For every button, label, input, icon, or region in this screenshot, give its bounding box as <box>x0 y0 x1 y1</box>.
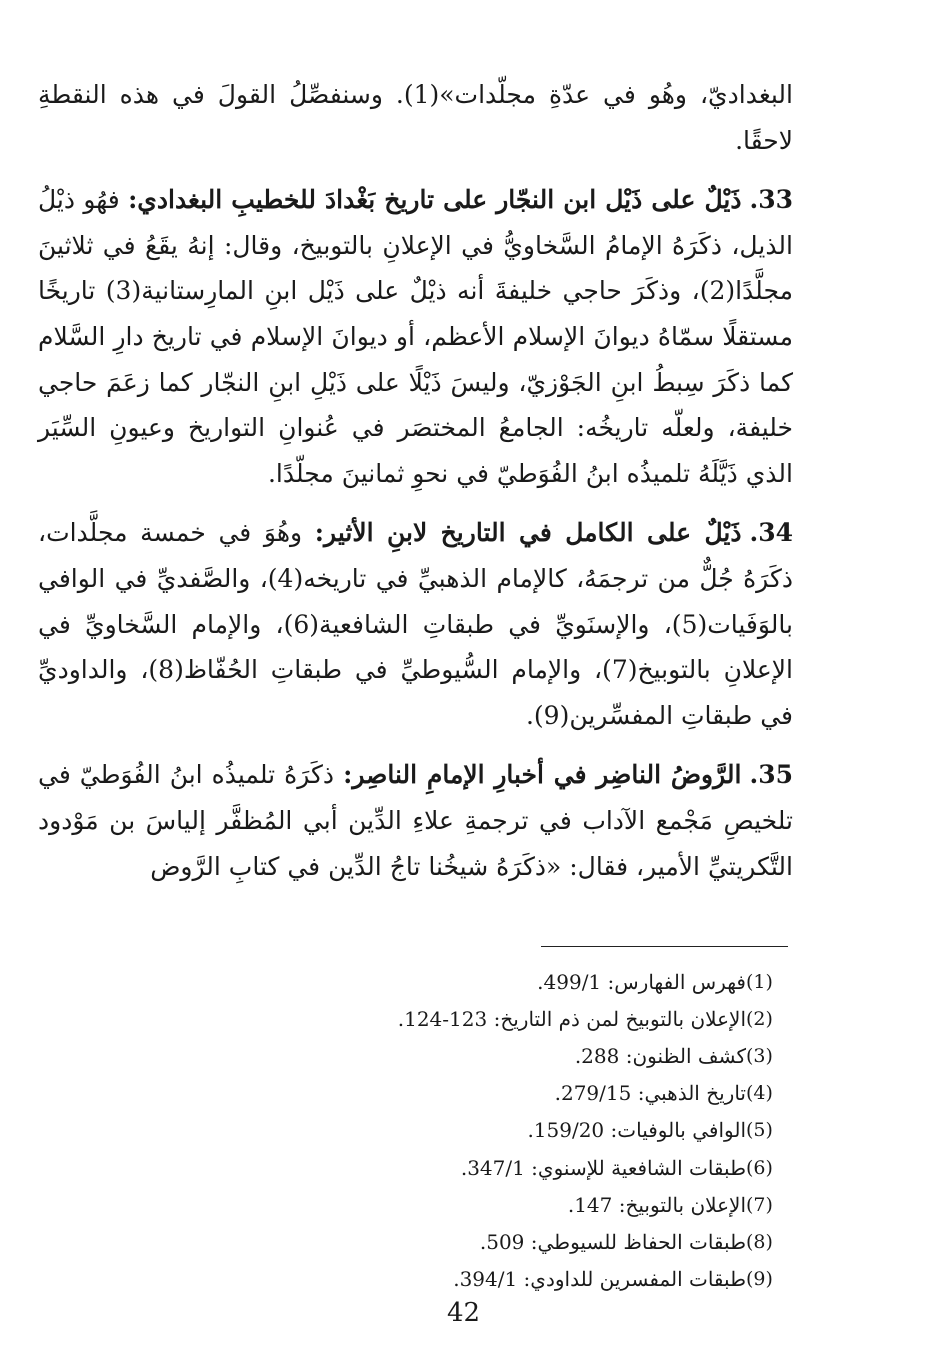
paragraph-entry-35 <box>38 752 793 889</box>
paragraph-text: وهُوَ في خمسة مجلَّدات، ذكَرَهُ جُلٌّ من ترجمَهُ، كالإمام الذهبيِّ في تاريخه(4)، والصَّفديِّ في الوافي بالوَفَيات(5)، والإسنَويِّ في طبقاتِ الشافعية(6)، والإمام السَّخاويِّ في الإعلانِ بالتوبيخ(7)، والإمام السُّيوطيِّ في طبقاتِ الحُفّاظ(8)، والداوديِّ في طبقاتِ المفسِّرين(9). <box>38 518 794 730</box>
footnote-text: طبقات الحفاظ للسيوطي: 509. <box>479 1229 746 1254</box>
footnote <box>360 1000 792 1037</box>
footnote <box>360 1186 792 1223</box>
paragraph-continuation <box>38 72 793 163</box>
paragraph-text: ذكَرَهُ تلميذُه ابنُ الفُوَطيّ في تلخيصِ مَجْمع الآداب في ترجمةِ علاءِ الدِّين أبي المُظفَّر إلياسَ بن مَوْدود التَّكريتيِّ الأمير، فقال: «ذكَرَهُ شيخُنا تاجُ الدِّين في كتابِ الرَّوض <box>38 760 793 881</box>
entry-heading: ذَيْلٌ على الكامل في التاريخ لابنِ الأثير: <box>314 518 742 548</box>
footnote-text: كشف الظنون: 288. <box>574 1043 746 1068</box>
paragraph-text: البغداديّ، وهُو في عدّةِ مجلّدات»(1). وسنفصِّلُ القولَ في هذه النقطةِ لاحقًا. <box>38 80 793 155</box>
footnote <box>360 1112 792 1149</box>
footnote <box>360 1075 792 1112</box>
footnote-number: (6) <box>746 1156 773 1179</box>
footnotes <box>360 963 792 1298</box>
footnote-number: (5) <box>746 1119 773 1142</box>
footnote-number: (9) <box>746 1268 773 1291</box>
footnote <box>360 963 792 1000</box>
footnote-number: (1) <box>746 970 773 993</box>
footnote-text: تاريخ الذهبي: 279/15. <box>554 1081 746 1106</box>
footnote-number: (4) <box>746 1082 773 1105</box>
footnote <box>360 1223 792 1260</box>
footnote-text: الإعلان بالتوبيخ لمن ذم التاريخ: 123-124. <box>397 1006 746 1031</box>
footnote-text: طبقات المفسرين للداودي: 394/1. <box>453 1267 746 1292</box>
entry-number: 33. <box>749 185 793 215</box>
paragraph-text: فهُو ذيْلُ الذيل، ذكَرَهُ الإمامُ السَّخاويُّ في الإعلانِ بالتوبيخ، وقال: إنهُ يقَعُ في ثلاثينَ مجلَّدًا(2)، وذكَرَ حاجي خليفةَ أنه ذيْلٌ على ذَيْل ابنِ المارِستانية(3) تاريخًا مستقلًا سمّاهُ ديوانَ الإسلام الأعظم، أو ديوانَ الإسلام في تاريخ دارِ السَّلام كما ذكَرَ سِبطُ ابنِ الجَوْزيّ، وليسَ ذَيْلًا على ذَيْلِ ابنِ النجّار كما زعَمَ حاجي خليفة، ولعلّه تاريخُه: الجامعُ المختصَر في عُنوانِ التواريخ وعيونِ السِّيَر الذي ذَيَّلَهُ تلميذُه ابنُ الفُوَطيّ في نحوِ ثمانينَ مجلّدًا. <box>38 185 793 488</box>
footnote-number: (2) <box>746 1007 773 1030</box>
footnote <box>360 1037 792 1074</box>
footnote <box>360 1149 792 1186</box>
footnote-text: الإعلان بالتوبيخ: 147. <box>567 1192 746 1217</box>
footnote-text: طبقات الشافعية للإسنوي: 347/1. <box>460 1155 746 1180</box>
main-text <box>38 72 793 903</box>
entry-number: 35. <box>749 760 793 790</box>
entry-heading: الرَّوضُ الناضِر في أخبارِ الإمامِ الناصِر: <box>343 760 742 790</box>
footnote <box>360 1261 792 1298</box>
footnote-text: فهرس الفهارس: 499/1. <box>537 969 746 994</box>
page-number: 42 <box>446 1298 481 1328</box>
paragraph-entry-34 <box>38 510 793 738</box>
entry-heading: ذَيْلٌ على ذَيْل ابن النجّار على تاريخ بَغْدادَ للخطيبِ البغدادي: <box>128 185 742 215</box>
footnote-number: (7) <box>746 1193 773 1216</box>
paragraph-entry-33 <box>38 177 793 496</box>
footnote-separator <box>541 946 788 947</box>
entry-number: 34. <box>749 518 793 548</box>
footnote-number: (8) <box>746 1230 773 1253</box>
footnote-text: الوافي بالوفيات: 159/20. <box>527 1118 746 1143</box>
footnote-number: (3) <box>746 1044 773 1067</box>
